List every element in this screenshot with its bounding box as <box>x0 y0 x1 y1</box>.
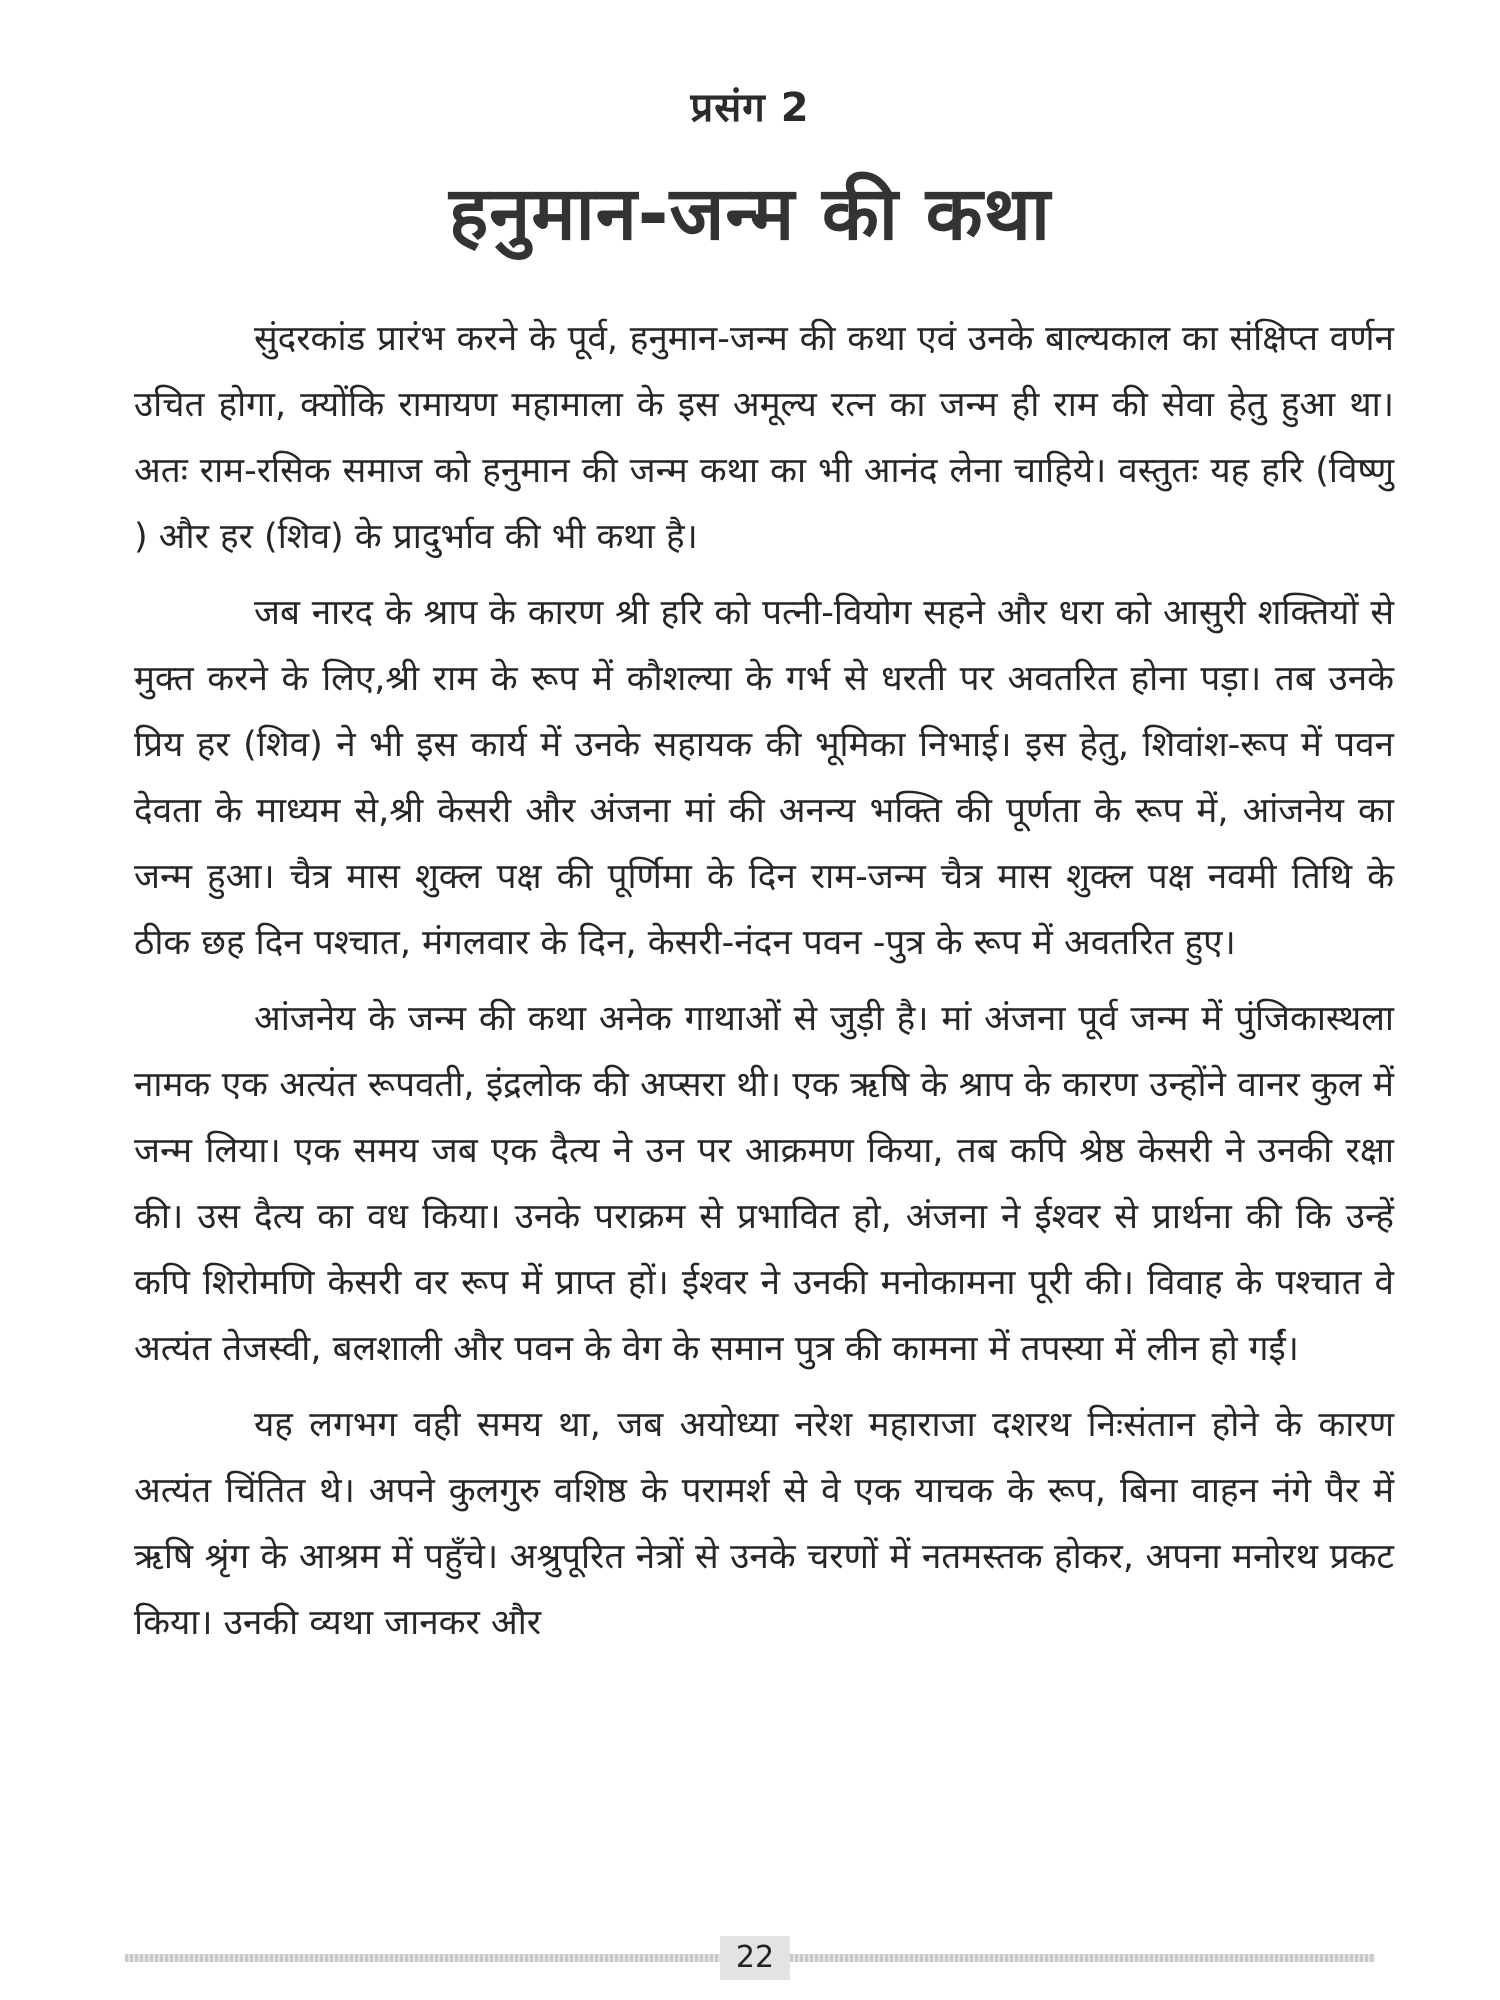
section-label: प्रसंग 2 <box>690 85 810 131</box>
paragraph-3: आंजनेय के जन्म की कथा अनेक गाथाओं से जुड़ी है। मां अंजना पूर्व जन्म में पुंजिकास्थला नामक एक अत्यंत रूपवती, इंद्रलोक की अप्सरा थी। एक ऋषि के श्राप के कारण उन्होंने वानर कुल में जन्म लिया। एक समय जब एक दैत्य ने उन पर आक्रमण किया, तब कपि श्रेष्ठ केसरी ने उनकी रक्षा की। उस दैत्य का वध किया। उनके पराक्रम से प्रभावित हो, अंजना ने ईश्वर से प्रार्थना की कि उन्हें कपि शिरोमणि केसरी वर रूप में प्राप्त हों। ईश्वर ने उनकी मनोकामना पूरी की। विवाह के पश्चात वे अत्यंत तेजस्वी, बलशाली और पवन के वेग के समान पुत्र की कामना में तपस्या में लीन हो गईं। <box>134 999 1394 1369</box>
paragraph-4: यह लगभग वही समय था, जब अयोध्या नरेश महाराजा दशरथ निःसंतान होने के कारण अत्यंत चिंतित थे। अपने कुलगुरु वशिष्ठ के परामर्श से वे एक याचक के रूप, बिना वाहन नंगे पैर में ऋषि श्रृंग के आश्रम में पहुँचे। अश्रुपूरित नेत्रों से उनके चरणों में नतमस्तक होकर, अपना मनोरथ प्रकट किया। उनकी व्यथा जानकर और <box>134 1405 1394 1643</box>
page-number: 22 <box>720 1936 790 1980</box>
paragraph-2: जब नारद के श्राप के कारण श्री हरि को पत्नी-वियोग सहने और धरा को आसुरी शक्तियों से मुक्त करने के लिए,श्री राम के रूप में कौशल्या के गर्भ से धरती पर अवतरित होना पड़ा। तब उनके प्रिय हर (शिव) ने भी इस कार्य में उनके सहायक की भूमिका निभाई। इस हेतु, शिवांश-रूप में पवन देवता के माध्यम से,श्री केसरी और अंजना मां की अनन्य भक्ति की पूर्णता के रूप में, आंजनेय का जन्म हुआ। चैत्र मास शुक्ल पक्ष की पूर्णिमा के दिन राम-जन्म चैत्र मास शुक्ल पक्ष नवमी तिथि के ठीक छह दिन पश्चात, मंगलवार के दिन, केसरी-नंदन पवन -पुत्र के रूप में अवतरित हुए। <box>134 593 1394 963</box>
chapter-title: हनुमान-जन्म की कथा <box>448 171 1052 257</box>
paragraph-1: सुंदरकांड प्रारंभ करने के पूर्व, हनुमान-जन्म की कथा एवं उनके बाल्यकाल का संक्षिप्त वर्णन उचित होगा, क्योंकि रामायण महामाला के इस अमूल्य रत्न का जन्म ही राम की सेवा हेतु हुआ था। अतः राम-रसिक समाज को हनुमान की जन्म कथा का भी आनंद लेना चाहिये। वस्तुतः यह हरि (विष्णु ) और हर (शिव) के प्रादुर्भाव की भी कथा है। <box>134 319 1394 557</box>
body-text <box>134 306 1394 1666</box>
